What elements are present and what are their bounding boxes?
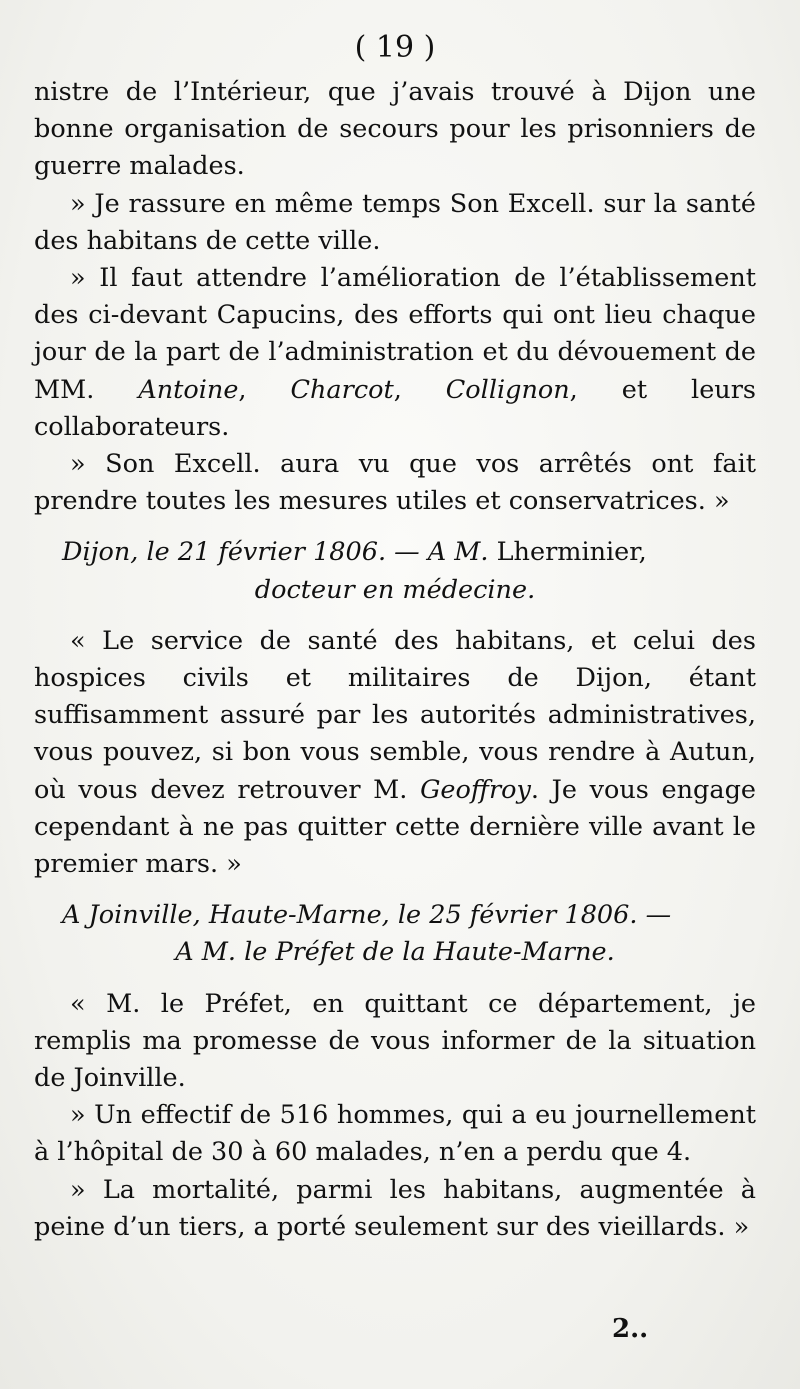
paragraph-4: » Son Excell. aura vu que vos arrêtés ont fait prendre toutes les mesures utiles et conservatrices. » xyxy=(34,449,756,517)
letter-heading-2-recipient xyxy=(34,934,756,971)
heading-1-recipient-title: docteur en médecine. xyxy=(254,574,536,605)
name-collignon: Collignon xyxy=(445,374,570,405)
signature-mark: 2.. xyxy=(612,1314,649,1344)
paragraph-3-text-b: , et leurs collaborateurs. xyxy=(34,374,756,442)
letter-heading-2 xyxy=(34,897,756,934)
paragraph-5-text-b: . Je vous engage cependant à ne pas quitter cette dernière ville avant le premier mars. » xyxy=(34,774,756,880)
heading-2-recipient-title: A M. le Préfet de la Haute-Marne. xyxy=(175,937,615,968)
paragraph-3-text-a: » Il faut attendre l’amélioration de l’établissement des ci-devant Capucins, des efforts qui ont lieu chaque jour de la part de l’administration et du dévouement de MM. xyxy=(34,263,756,405)
page-number: ( 19 ) xyxy=(354,30,436,65)
paragraph-1: nistre de l’Intérieur, que j’avais trouvé à Dijon une bonne organisation de secours pour les prisonniers de guerre malades. xyxy=(34,77,756,182)
heading-1-recipient: Lherminier, xyxy=(496,537,647,568)
paragraph-5 xyxy=(34,623,756,883)
paragraph-2: » Je rassure en même temps Son Excell. sur la santé des habitans de cette ville. xyxy=(34,188,756,256)
paragraph-3-sep-2: , xyxy=(393,374,446,405)
heading-2-place-date: A Joinville, Haute-Marne, le 25 février 1806. — xyxy=(62,900,672,931)
page-body xyxy=(34,74,756,1246)
letter-heading-1-title xyxy=(34,572,756,609)
name-charcot: Charcot xyxy=(290,374,394,405)
heading-1-place-date: Dijon, le 21 février 1806. — A M. xyxy=(62,537,497,568)
paragraph-3 xyxy=(34,260,756,446)
paragraph-8: » La mortalité, parmi les habitans, augmentée à peine d’un tiers, a porté seulement sur des vieillards. » xyxy=(34,1174,756,1242)
paragraph-7: » Un effectif de 516 hommes, qui a eu journellement à l’hôpital de 30 à 60 malades, n’en a perdu que 4. xyxy=(34,1100,756,1168)
name-geoffroy: Geoffroy xyxy=(420,774,531,805)
paragraph-5-text-a: « Le service de santé des habitans, et celui des hospices civils et militaires de Dijon, étant suffisamment assuré par les autorités administratives, vous pouvez, si bon vous semble, vous rendre à Autun, où vous devez retrouver M. xyxy=(34,625,756,805)
letter-heading-1 xyxy=(34,534,756,571)
paragraph-6: « M. le Préfet, en quittant ce département, je remplis ma promesse de vous informer de la situation de Joinville. xyxy=(34,988,756,1094)
name-antoine: Antoine xyxy=(138,374,239,405)
paragraph-3-sep-1: , xyxy=(238,374,291,405)
